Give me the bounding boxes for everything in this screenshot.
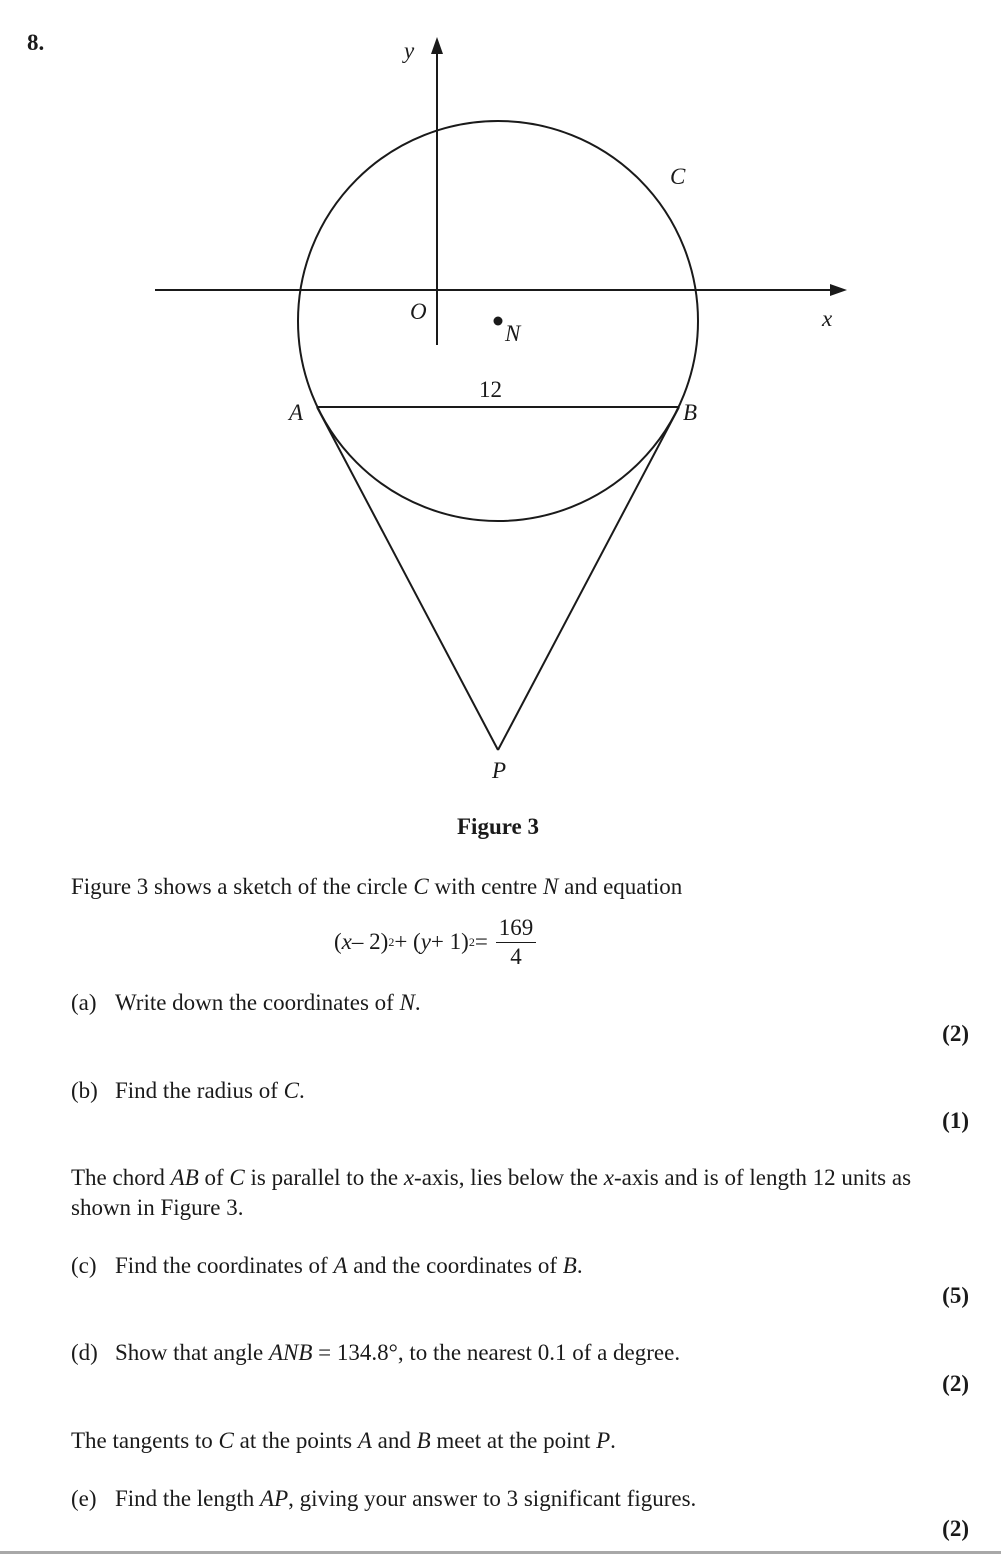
tangent-paragraph: The tangents to C at the points A and B meet at the point P. bbox=[71, 1428, 616, 1453]
x-axis-arrowhead bbox=[830, 284, 847, 296]
part-c: (c) Find the coordinates of A and the coordinates of B. bbox=[71, 1253, 583, 1278]
part-e: (e) Find the length AP, giving your answer to 3 significant figures. bbox=[71, 1486, 697, 1511]
circle-equation: ( x – 2) 2 + ( y + 1) 2 = $\frac{169}{4}$ bbox=[334, 912, 536, 972]
point-p-label: P bbox=[492, 758, 507, 783]
chord-paragraph: The chord AB of C is parallel to the x-axis, lies below the x-axis and is of length 12 units as shown in Figure 3. bbox=[71, 1165, 912, 1220]
figure-caption: Figure 3 bbox=[457, 814, 539, 839]
point-b-label: B bbox=[683, 400, 698, 425]
tangent-bp bbox=[498, 407, 679, 750]
marks-e: (2) bbox=[942, 1516, 969, 1541]
part-d: (d) Show that angle ANB = 134.8°, to the nearest 0.1 of a degree. bbox=[71, 1340, 681, 1365]
point-a-label: A bbox=[289, 400, 304, 425]
marks-a: (2) bbox=[942, 1021, 969, 1046]
part-a: (a) Write down the coordinates of N. bbox=[71, 990, 421, 1015]
marks-d: (2) bbox=[942, 1371, 969, 1396]
marks-b: (1) bbox=[942, 1108, 969, 1133]
fraction: $\frac{169}{4}$ bbox=[496, 914, 537, 971]
question-number: 8. bbox=[27, 30, 45, 55]
origin-label: O bbox=[410, 299, 427, 324]
circle-label: C bbox=[670, 164, 686, 189]
intro-paragraph: Figure 3 shows a sketch of the circle C with centre N and equation bbox=[71, 874, 683, 899]
tangent-ap bbox=[317, 407, 498, 750]
centre-point-n bbox=[494, 317, 503, 326]
part-b: (b) Find the radius of C. bbox=[71, 1078, 305, 1103]
marks-c: (5) bbox=[942, 1283, 969, 1308]
page-bottom-rule bbox=[0, 1551, 1001, 1554]
y-axis-arrowhead bbox=[431, 37, 443, 54]
x-axis-label: x bbox=[822, 306, 833, 331]
centre-label: N bbox=[505, 321, 521, 346]
chord-length-label: 12 bbox=[479, 377, 502, 402]
y-axis-label: y bbox=[404, 38, 415, 63]
